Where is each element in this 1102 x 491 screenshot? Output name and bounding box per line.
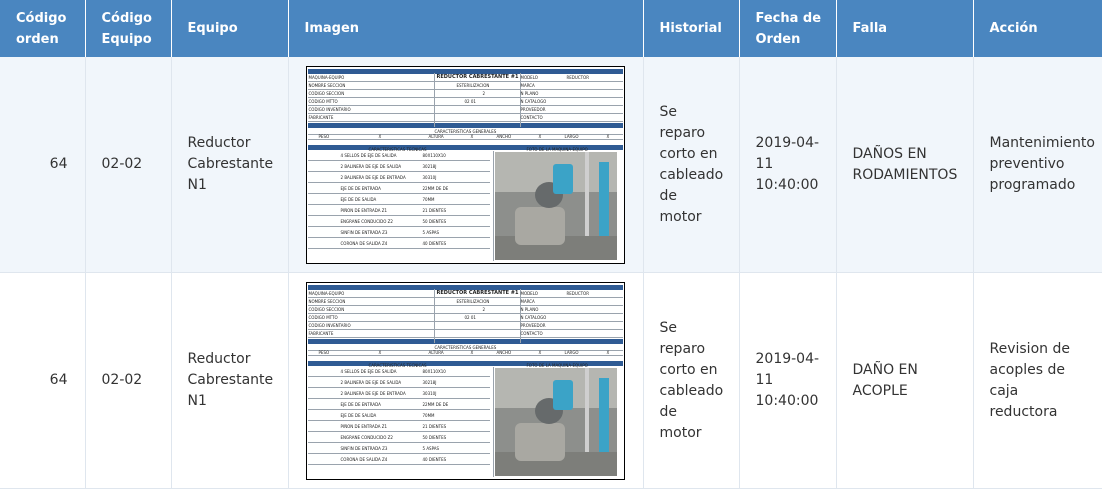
sheet-label: CONTACTO xyxy=(520,114,543,120)
sheet-label: LARGO xyxy=(564,133,579,139)
sheet-label: MODELO xyxy=(520,290,538,296)
sheet-spec-value: 30218J xyxy=(422,379,437,385)
sheet-label: X xyxy=(470,349,474,355)
sheet-label: FABRICANTE xyxy=(308,330,334,336)
sheet-grid-line xyxy=(308,297,623,298)
sheet-label: ALTURA xyxy=(428,133,444,139)
col-header-imagen[interactable]: Imagen xyxy=(288,0,643,57)
sheet-label: PESO xyxy=(318,349,330,355)
photo-shape xyxy=(599,162,609,242)
sheet-grid-line xyxy=(308,215,490,216)
sheet-spec-value: 40 DIENTES xyxy=(422,240,447,246)
header-row xyxy=(0,0,1102,57)
sheet-label: X xyxy=(378,349,382,355)
sheet-label: N PLANO xyxy=(520,90,539,96)
sheet-header-bar xyxy=(308,339,623,344)
sheet-label: ANCHO xyxy=(496,349,512,355)
sheet-grid-line xyxy=(493,367,494,477)
sheet-label: N CATALOGO xyxy=(520,314,547,320)
table-row[interactable] xyxy=(0,57,1102,273)
sheet-spec-label: CORONA DE SALIDA Z4 xyxy=(340,240,388,246)
sheet-grid-line xyxy=(308,431,490,432)
sheet-grid-line xyxy=(308,113,623,114)
sheet-label: X xyxy=(470,133,474,139)
sheet-spec-label: CORONA DE SALIDA Z4 xyxy=(340,456,388,462)
sheet-grid-line xyxy=(308,355,623,356)
sheet-spec-label: PIÑON DE ENTRADA Z1 xyxy=(340,207,387,213)
sheet-grid-line xyxy=(308,398,490,399)
sheet-label: MODELO xyxy=(520,74,538,80)
col-header-codigo-equipo[interactable]: Código Equipo xyxy=(85,0,171,57)
sheet-header-bar xyxy=(308,123,623,128)
sheet-spec-label: EJE DE DE ENTRADA xyxy=(340,401,381,407)
sheet-spec-label: 2 BALINERA DE EJE DE SALIDA xyxy=(340,379,402,385)
sheet-label: FABRICANTE xyxy=(308,114,334,120)
sheet-grid-line xyxy=(434,73,435,127)
sheet-spec-label: EJE DE DE ENTRADA xyxy=(340,185,381,191)
sheet-label: CARACTERISTICAS GENERALES xyxy=(434,128,497,134)
sheet-label: 02 01 xyxy=(464,314,476,320)
sheet-grid-line xyxy=(308,193,490,194)
accion-cell: Mantenimiento preventivo programado xyxy=(973,57,1102,273)
sheet-label: CODIGO MTTO xyxy=(308,98,338,104)
sheet-spec-value: 21 DIENTES xyxy=(422,423,447,429)
sheet-grid-line xyxy=(308,105,623,106)
sheet-label: N PLANO xyxy=(520,306,539,312)
sheet-spec-label: PIÑON DE ENTRADA Z1 xyxy=(340,423,387,429)
sheet-label: CONTACTO xyxy=(520,330,543,336)
sheet-grid-line xyxy=(308,329,623,330)
sheet-spec-value: 30310J xyxy=(422,174,437,180)
sheet-grid-line xyxy=(308,182,490,183)
sheet-grid-line xyxy=(308,321,623,322)
sheet-spec-value: 30218J xyxy=(422,163,437,169)
imagen-cell xyxy=(288,273,643,489)
sheet-label: ANCHO xyxy=(496,133,512,139)
sheet-grid-line xyxy=(308,121,623,122)
sheet-label: X xyxy=(606,133,610,139)
sheet-spec-label: ENGRANE CONDUCIDO Z2 xyxy=(340,218,393,224)
sheet-spec-value: 50 DIENTES xyxy=(422,218,447,224)
sheet-grid-line xyxy=(308,376,490,377)
sheet-label: ALTURA xyxy=(428,349,444,355)
codigo-equipo-cell: 02-02 xyxy=(85,273,171,489)
sheet-spec-value: 30310J xyxy=(422,390,437,396)
sheet-grid-line xyxy=(308,204,490,205)
sheet-header-bar xyxy=(308,285,623,290)
sheet-spec-label: 2 BALINERA DE EJE DE SALIDA xyxy=(340,163,402,169)
codigo-orden-cell: 64 xyxy=(0,57,85,273)
sheet-grid-line xyxy=(308,464,490,465)
historial-cell: Se reparo corto en cableado de motor xyxy=(643,57,739,273)
sheet-label: 2 xyxy=(482,306,486,312)
sheet-label: PROVEEDOR xyxy=(520,322,546,328)
sheet-spec-label: 2 BALINERA DE EJE DE ENTRADA xyxy=(340,174,406,180)
col-header-codigo-orden[interactable]: Código orden xyxy=(0,0,85,57)
sheet-label: CODIGO INVENTARIO xyxy=(308,106,351,112)
sheet-grid-line xyxy=(308,81,623,82)
equipment-sheet-image[interactable] xyxy=(306,66,625,264)
sheet-spec-label: 2 BALINERA DE EJE DE ENTRADA xyxy=(340,390,406,396)
imagen-cell xyxy=(288,57,643,273)
sheet-spec-value: 22MM DE DE xyxy=(422,401,449,407)
col-header-equipo[interactable]: Equipo xyxy=(171,0,288,57)
photo-shape xyxy=(515,207,565,245)
photo-shape xyxy=(515,423,565,461)
sheet-spec-value: 5 ASPAS xyxy=(422,229,440,235)
sheet-grid-line xyxy=(308,420,490,421)
sheet-grid-line xyxy=(308,409,490,410)
sheet-grid-line xyxy=(308,226,490,227)
sheet-grid-line xyxy=(493,151,494,261)
sheet-label: MARCA xyxy=(520,82,535,88)
sheet-grid-line xyxy=(308,313,623,314)
sheet-label: REDUCTOR CABRESTANTE #1 xyxy=(436,73,519,80)
sheet-label: REDUCTOR CABRESTANTE #1 xyxy=(436,289,519,296)
sheet-grid-line xyxy=(308,305,623,306)
sheet-spec-label: 4 SELLOS DE EJE DE SALIDA xyxy=(340,368,397,374)
sheet-spec-value: 50 DIENTES xyxy=(422,434,447,440)
sheet-spec-value: 22MM DE DE xyxy=(422,185,449,191)
machine-photo xyxy=(495,368,617,476)
sheet-spec-value: 40 DIENTES xyxy=(422,456,447,462)
machine-photo xyxy=(495,152,617,260)
sheet-grid-line xyxy=(308,453,490,454)
sheet-label: 2 xyxy=(482,90,486,96)
sheet-spec-label: SINFIN DE ENTRADA Z3 xyxy=(340,229,388,235)
historial-cell: Se reparo corto en cableado de motor xyxy=(643,273,739,489)
sheet-spec-label: ENGRANE CONDUCIDO Z2 xyxy=(340,434,393,440)
accion-cell: Revision de acoples de caja reductora xyxy=(973,273,1102,489)
sheet-label: FOTO DE LA MAQUINA-EQUIPO xyxy=(526,146,588,152)
fecha-cell: 2019-04-11 10:40:00 xyxy=(739,273,836,489)
sheet-label: MAQUINA-EQUIPO xyxy=(308,290,345,296)
sheet-grid-line xyxy=(308,237,490,238)
sheet-label: CARACTERISTICAS TECNICAS xyxy=(368,362,427,368)
fecha-cell: 2019-04-11 10:40:00 xyxy=(739,57,836,273)
falla-cell: DAÑOS EN RODAMIENTOS xyxy=(836,57,973,273)
table-row[interactable] xyxy=(0,273,1102,489)
sheet-label: ESTERILIZACION xyxy=(456,82,490,88)
sheet-grid-line xyxy=(308,248,490,249)
photo-shape xyxy=(553,380,573,410)
sheet-grid-line xyxy=(308,97,623,98)
sheet-label: CODIGO SECCION xyxy=(308,90,345,96)
sheet-label: ESTERILIZACION xyxy=(456,298,490,304)
col-header-historial[interactable]: Historial xyxy=(643,0,739,57)
sheet-grid-line xyxy=(308,442,490,443)
sheet-spec-value: 5 ASPAS xyxy=(422,445,440,451)
sheet-spec-value: 70MM xyxy=(422,196,435,202)
sheet-spec-label: EJE DE DE SALIDA xyxy=(340,196,377,202)
equipo-cell: Reductor Cabrestante N1 xyxy=(171,57,288,273)
equipo-cell: Reductor Cabrestante N1 xyxy=(171,273,288,489)
col-header-fecha-orden[interactable]: Fecha de Orden xyxy=(739,0,836,57)
sheet-spec-label: EJE DE DE SALIDA xyxy=(340,412,377,418)
sheet-label: N CATALOGO xyxy=(520,98,547,104)
sheet-spec-value: 21 DIENTES xyxy=(422,207,447,213)
sheet-label: FOTO DE LA MAQUINA-EQUIPO xyxy=(526,362,588,368)
sheet-spec-value: 80X110X10 xyxy=(422,368,446,374)
falla-cell: DAÑO EN ACOPLE xyxy=(836,273,973,489)
sheet-grid-line xyxy=(308,337,623,338)
sheet-label: MARCA xyxy=(520,298,535,304)
sheet-label: X xyxy=(378,133,382,139)
sheet-label: CODIGO SECCION xyxy=(308,306,345,312)
sheet-header-bar xyxy=(308,69,623,74)
sheet-grid-line xyxy=(308,139,623,140)
sheet-label: CARACTERISTICAS TECNICAS xyxy=(368,146,427,152)
sheet-label: X xyxy=(538,133,542,139)
sheet-label: PESO xyxy=(318,133,330,139)
codigo-orden-cell: 64 xyxy=(0,273,85,489)
sheet-label: LARGO xyxy=(564,349,579,355)
sheet-label: NOMBRE SECCION xyxy=(308,298,346,304)
sheet-grid-line xyxy=(308,387,490,388)
sheet-label: PROVEEDOR xyxy=(520,106,546,112)
photo-shape xyxy=(553,164,573,194)
sheet-spec-label: 4 SELLOS DE EJE DE SALIDA xyxy=(340,152,397,158)
sheet-grid-line xyxy=(434,289,435,343)
sheet-label: X xyxy=(538,349,542,355)
photo-shape xyxy=(599,378,609,458)
equipment-sheet-image[interactable] xyxy=(306,282,625,480)
sheet-label: MAQUINA-EQUIPO xyxy=(308,74,345,80)
col-header-accion[interactable]: Acción xyxy=(973,0,1102,57)
sheet-label: 02 01 xyxy=(464,98,476,104)
sheet-grid-line xyxy=(308,160,490,161)
sheet-label: REDUCTOR xyxy=(566,74,589,80)
sheet-spec-value: 80X110X10 xyxy=(422,152,446,158)
sheet-grid-line xyxy=(308,89,623,90)
sheet-label: CODIGO INVENTARIO xyxy=(308,322,351,328)
sheet-label: X xyxy=(606,349,610,355)
sheet-label: NOMBRE SECCION xyxy=(308,82,346,88)
sheet-spec-value: 70MM xyxy=(422,412,435,418)
sheet-label: REDUCTOR xyxy=(566,290,589,296)
col-header-falla[interactable]: Falla xyxy=(836,0,973,57)
sheet-spec-label: SINFIN DE ENTRADA Z3 xyxy=(340,445,388,451)
codigo-equipo-cell: 02-02 xyxy=(85,57,171,273)
sheet-label: CARACTERISTICAS GENERALES xyxy=(434,344,497,350)
sheet-label: CODIGO MTTO xyxy=(308,314,338,320)
sheet-grid-line xyxy=(308,171,490,172)
